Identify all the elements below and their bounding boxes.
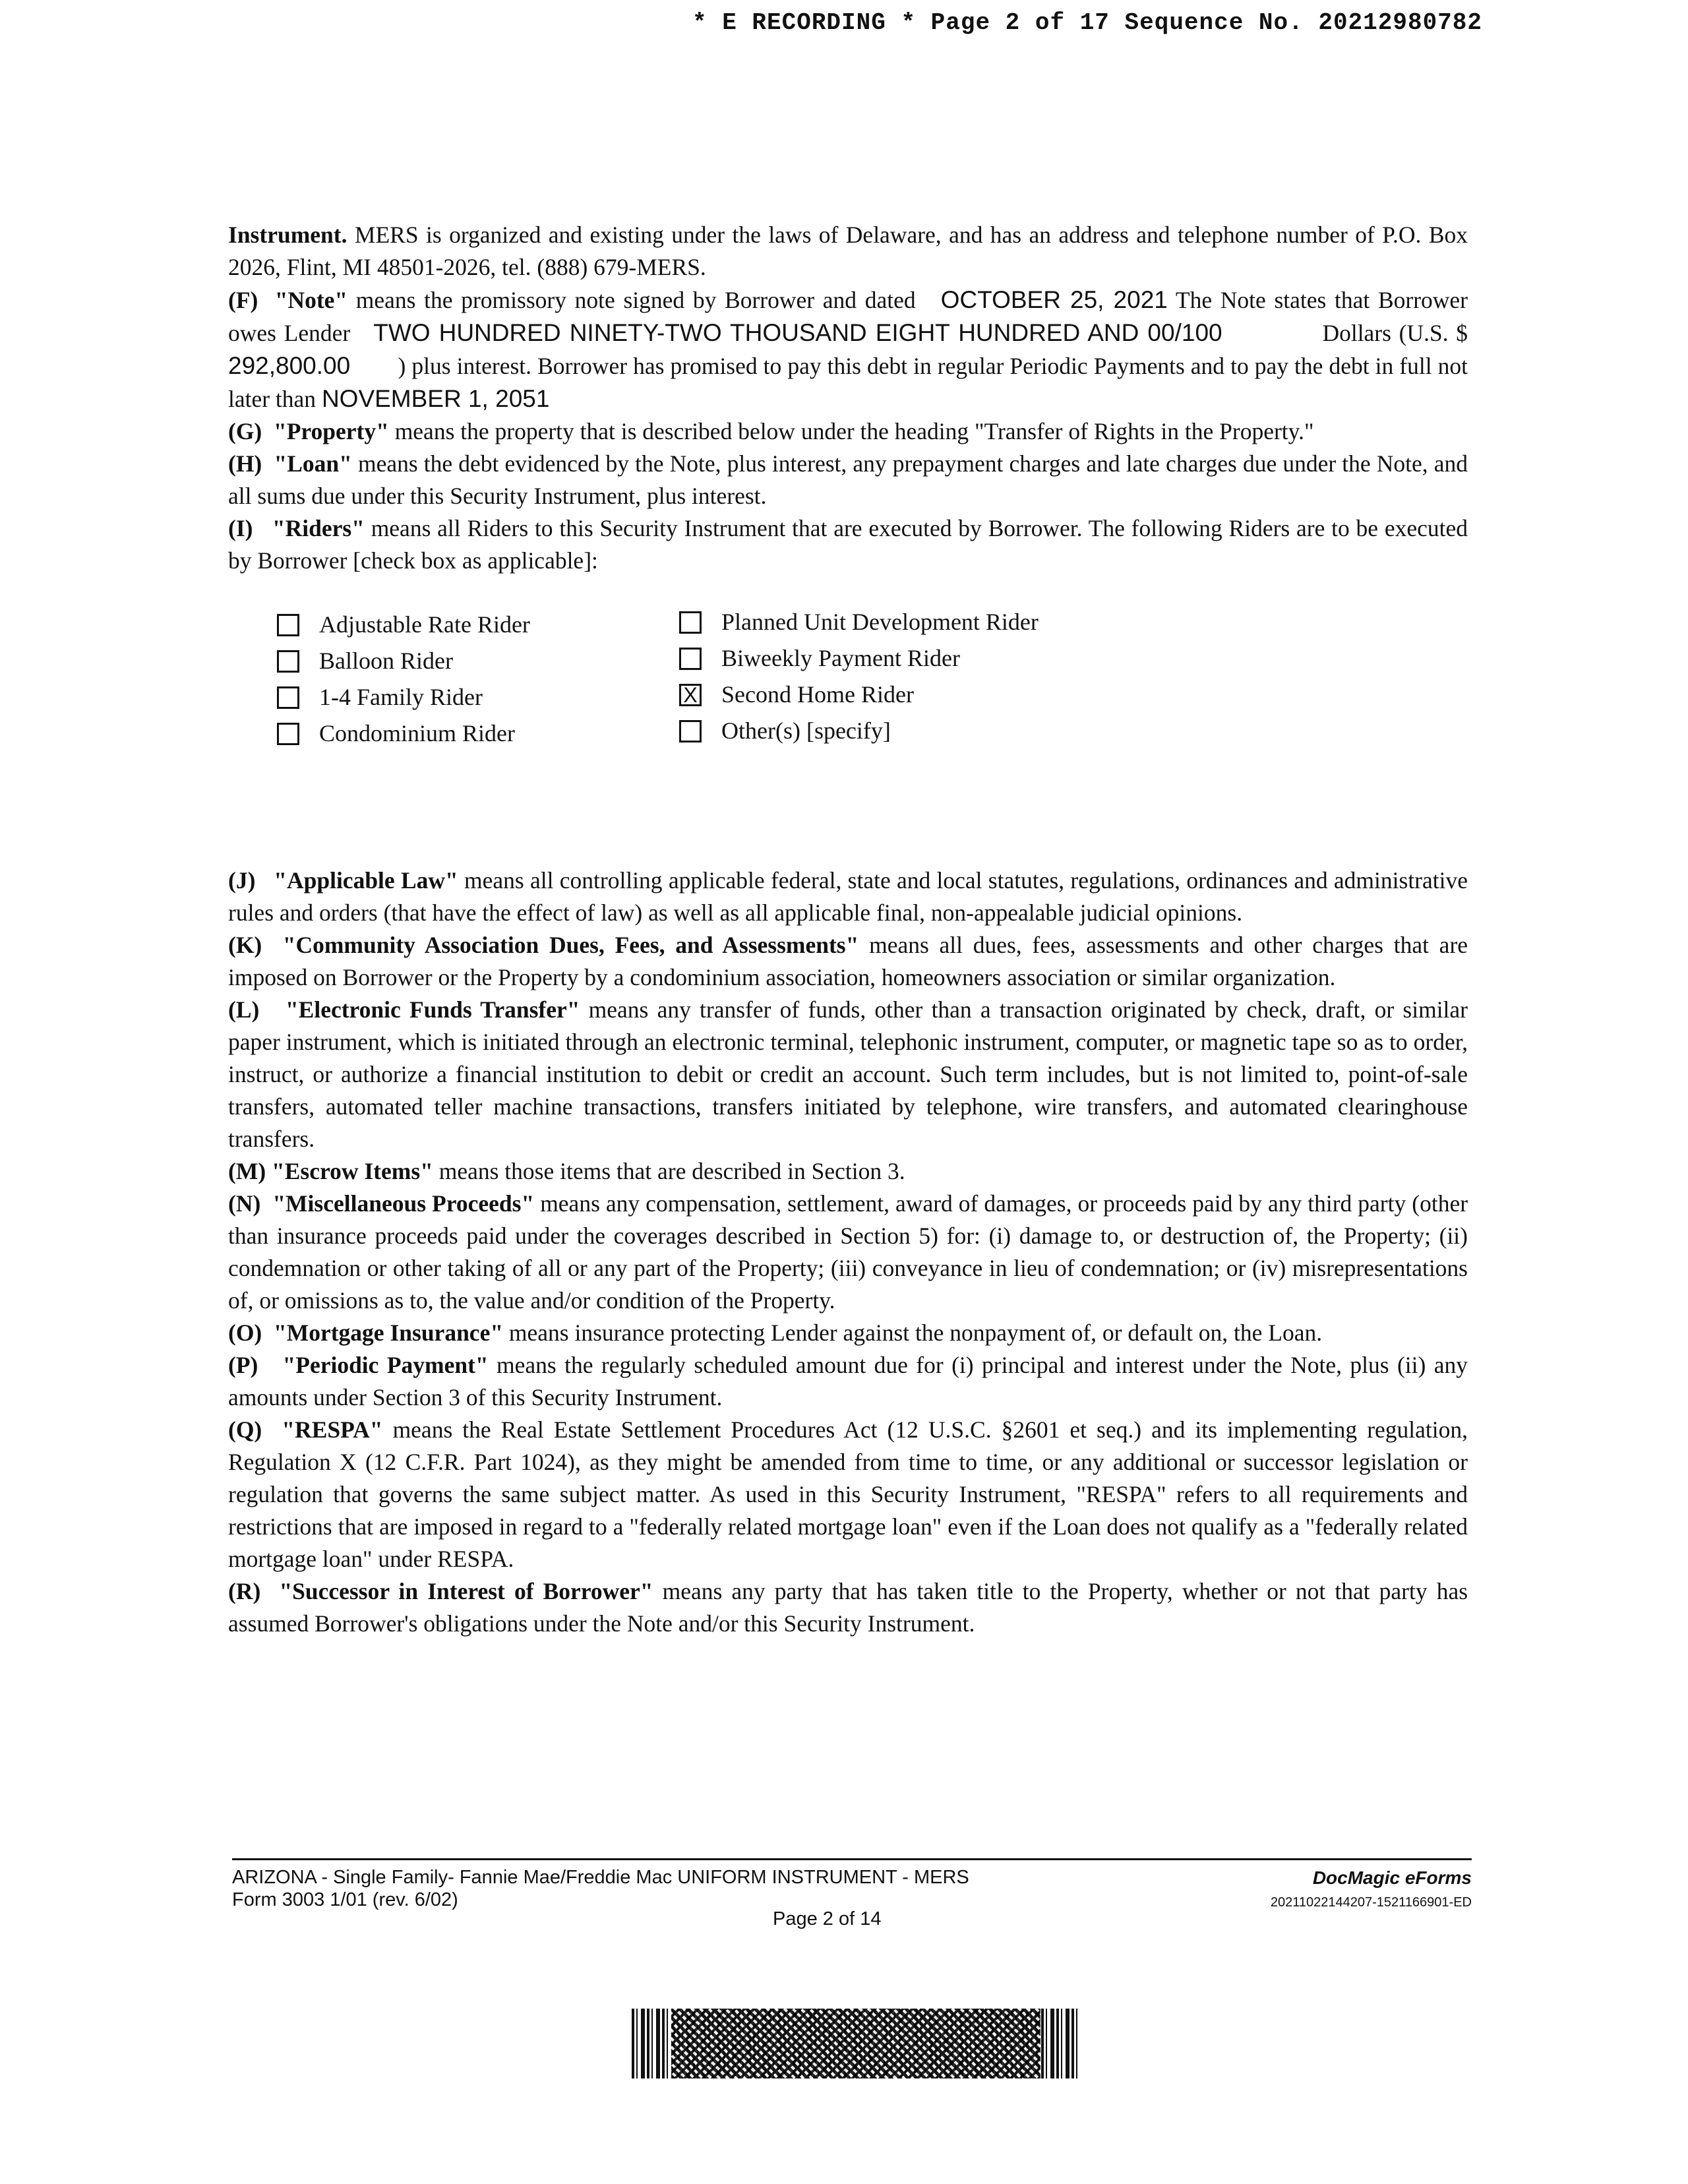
document-body <box>228 219 1468 1640</box>
def-letter: (F) <box>228 287 258 313</box>
checkbox[interactable] <box>277 723 299 745</box>
docmagic-logo: DocMagic eForms <box>1312 1867 1472 1888</box>
rider-item[interactable] <box>679 679 914 711</box>
rider-label: Biweekly Payment Rider <box>721 645 960 671</box>
footer-divider <box>232 1858 1472 1860</box>
note-plus-interest: ) plus interest. <box>398 353 532 379</box>
rider-item[interactable] <box>277 681 483 713</box>
def-misc-proceeds <box>228 1188 1468 1317</box>
def-letter: (J) <box>228 867 256 894</box>
def-term: "Escrow Items" <box>272 1158 433 1184</box>
def-property <box>228 415 1468 448</box>
intro-text: MERS is organized and existing under the laws of Delaware, and has an address and telephone number of P.O. Box 2026, Flint, MI 48501-2026, tel. (888) 679-MERS. <box>228 222 1468 280</box>
note-text2: The Note states that Borrower owes Lender <box>228 287 1468 346</box>
rider-item[interactable] <box>679 606 1039 638</box>
recording-header: * E RECORDING * Page 2 of 17 Sequence No. 20212980782 <box>692 9 1482 36</box>
rider-label: Condominium Rider <box>319 720 515 746</box>
def-text: means all Riders to this Security Instrument that are executed by Borrower. The following Riders are to be executed by Borrower [check box as applicable]: <box>228 515 1468 574</box>
def-text: means the property that is described below under the heading "Transfer of Rights in the Property." <box>394 418 1314 444</box>
def-community-dues <box>228 929 1468 994</box>
note-dollars-label: Dollars (U.S. $ <box>1322 320 1468 346</box>
intro-paragraph <box>228 219 1468 284</box>
def-applicable-law <box>228 864 1468 929</box>
def-term: "RESPA" <box>282 1416 383 1443</box>
rider-item[interactable] <box>277 609 530 641</box>
def-escrow-items <box>228 1155 1468 1188</box>
rider-item[interactable] <box>277 645 453 677</box>
def-text: means any compensation, settlement, award of damages, or proceeds paid by any third party (other than insurance proceeds paid under the coverages described in Section 5) for: (i) damage to, or destruction of, the Property; (ii) condemnation or other taking of all or any part of the Property; (iii) conveyance in lieu of condemnation; or (iv) misrepresentations of, or omissions as to, the value and/or condition of the Property. <box>228 1190 1468 1314</box>
def-term: "Community Association Dues, Fees, and Assessments" <box>282 932 859 958</box>
note-text3: Borrower has promised to pay this debt in regular Periodic Payments and to pay the debt in full not later than <box>228 353 1468 412</box>
def-letter: (G) <box>228 418 262 444</box>
def-term: "Applicable Law" <box>274 867 458 894</box>
def-text: means all controlling applicable federal, state and local statutes, regulations, ordinances and administrative rules and orders (that have the effect of law) as well as all applicable final, non-appealable judicial opinions. <box>228 867 1468 926</box>
def-letter: (I) <box>228 515 253 541</box>
note-amount: 292,800.00 <box>228 352 351 379</box>
def-letter: (O) <box>228 1320 262 1346</box>
rider-checklist <box>228 594 1468 766</box>
def-letter: (N) <box>228 1190 261 1217</box>
def-letter: (R) <box>228 1578 261 1604</box>
def-letter: (H) <box>228 450 262 477</box>
def-text: means any party that has taken title to the Property, whether or not that party has assumed Borrower's obligations under the Note and/or this Security Instrument. <box>228 1578 1468 1637</box>
def-term: "Mortgage Insurance" <box>274 1320 504 1346</box>
def-letter: (K) <box>228 932 262 958</box>
rider-item[interactable] <box>679 715 891 747</box>
checkbox[interactable] <box>277 686 299 709</box>
spacer <box>228 766 1468 864</box>
def-letter: (Q) <box>228 1416 262 1443</box>
def-term: "Loan" <box>274 450 352 477</box>
def-text: means the promissory note signed by Borrower and dated <box>355 287 916 313</box>
def-mortgage-insurance <box>228 1317 1468 1349</box>
def-text: means any transfer of funds, other than a transaction originated by check, draft, or similar paper instrument, which is initiated through an electronic terminal, telephonic instrument, computer, or magnetic tape so as to order, instruct, or authorize a financial institution to debit or credit an account. Such term includes, but is not limited to, point-of-sale transfers, automated teller machine transactions, transfers initiated by telephone, wire transfers, and automated clearinghouse transfers. <box>228 996 1468 1152</box>
def-note <box>228 284 1468 415</box>
rider-label: Other(s) [specify] <box>721 717 891 744</box>
checkbox[interactable] <box>277 614 299 636</box>
def-term: "Successor in Interest of Borrower" <box>279 1578 653 1604</box>
checkbox[interactable] <box>679 648 702 670</box>
def-riders <box>228 512 1468 577</box>
checkbox[interactable]: X <box>679 684 702 706</box>
def-term: "Note" <box>274 287 348 313</box>
page-number: Page 2 of 14 <box>773 1908 882 1929</box>
document-code: 20211022144207-1521166901-ED <box>1270 1895 1472 1910</box>
form-title: ARIZONA - Single Family- Fannie Mae/Freddie Mac UNIFORM INSTRUMENT - MERS <box>232 1867 969 1888</box>
checkbox[interactable] <box>679 720 702 743</box>
rider-label: 1-4 Family Rider <box>319 684 483 710</box>
def-text: means insurance protecting Lender against the nonpayment of, or default on, the Loan. <box>508 1320 1323 1346</box>
def-letter: (L) <box>228 996 260 1023</box>
def-loan <box>228 448 1468 512</box>
def-respa <box>228 1414 1468 1575</box>
def-text: means those items that are described in Section 3. <box>438 1158 905 1184</box>
def-text: means all dues, fees, assessments and other charges that are imposed on Borrower or the Property by a condominium association, homeowners association or similar organization. <box>228 932 1468 990</box>
barcode <box>632 2009 1080 2078</box>
def-term: "Riders" <box>272 515 365 541</box>
rider-label: Adjustable Rate Rider <box>319 611 530 638</box>
rider-label: Balloon Rider <box>319 648 453 674</box>
intro-lead: Instrument. <box>228 222 347 248</box>
form-identifier <box>232 1866 969 1911</box>
form-number: Form 3003 1/01 (rev. 6/02) <box>232 1889 458 1910</box>
note-amount-words: TWO HUNDRED NINETY-TWO THOUSAND EIGHT HUNDRED AND 00/100 <box>373 319 1222 346</box>
def-letter: (M) <box>228 1158 266 1184</box>
rider-item[interactable] <box>277 717 515 750</box>
note-maturity: NOVEMBER 1, 2051 <box>321 385 550 412</box>
def-text: means the regularly scheduled amount due for (i) principal and interest under the Note, plus (ii) any amounts under Section 3 of this Security Instrument. <box>228 1352 1468 1410</box>
checkbox[interactable] <box>277 650 299 673</box>
checkbox[interactable] <box>679 611 702 634</box>
def-periodic-payment <box>228 1349 1468 1414</box>
rider-label: Second Home Rider <box>721 681 914 708</box>
def-letter: (P) <box>228 1352 258 1378</box>
def-successor <box>228 1575 1468 1640</box>
def-text: means the Real Estate Settlement Procedures Act (12 U.S.C. §2601 et seq.) and its implementing regulation, Regulation X (12 C.F.R. Part 1024), as they might be amended from time to time, or any additional or successor legislation or regulation that governs the same subject matter. As used in this Security Instrument, "RESPA" refers to all requirements and restrictions that are imposed in regard to a "federally related mortgage loan" even if the Loan does not qualify as a "federally related mortgage loan" under RESPA. <box>228 1416 1468 1572</box>
form-footer <box>232 1858 1472 1929</box>
barcode-pattern <box>671 2009 1040 2078</box>
rider-item[interactable] <box>679 642 960 675</box>
rider-label: Planned Unit Development Rider <box>721 609 1039 635</box>
def-text: means the debt evidenced by the Note, plus interest, any prepayment charges and late charges due under the Note, and all sums due under this Security Instrument, plus interest. <box>228 450 1468 509</box>
def-term: "Property" <box>274 418 389 444</box>
def-eft <box>228 994 1468 1155</box>
def-term: "Periodic Payment" <box>282 1352 489 1378</box>
note-date: OCTOBER 25, 2021 <box>940 286 1168 313</box>
def-term: "Electronic Funds Transfer" <box>285 996 580 1023</box>
def-term: "Miscellaneous Proceeds" <box>272 1190 535 1217</box>
